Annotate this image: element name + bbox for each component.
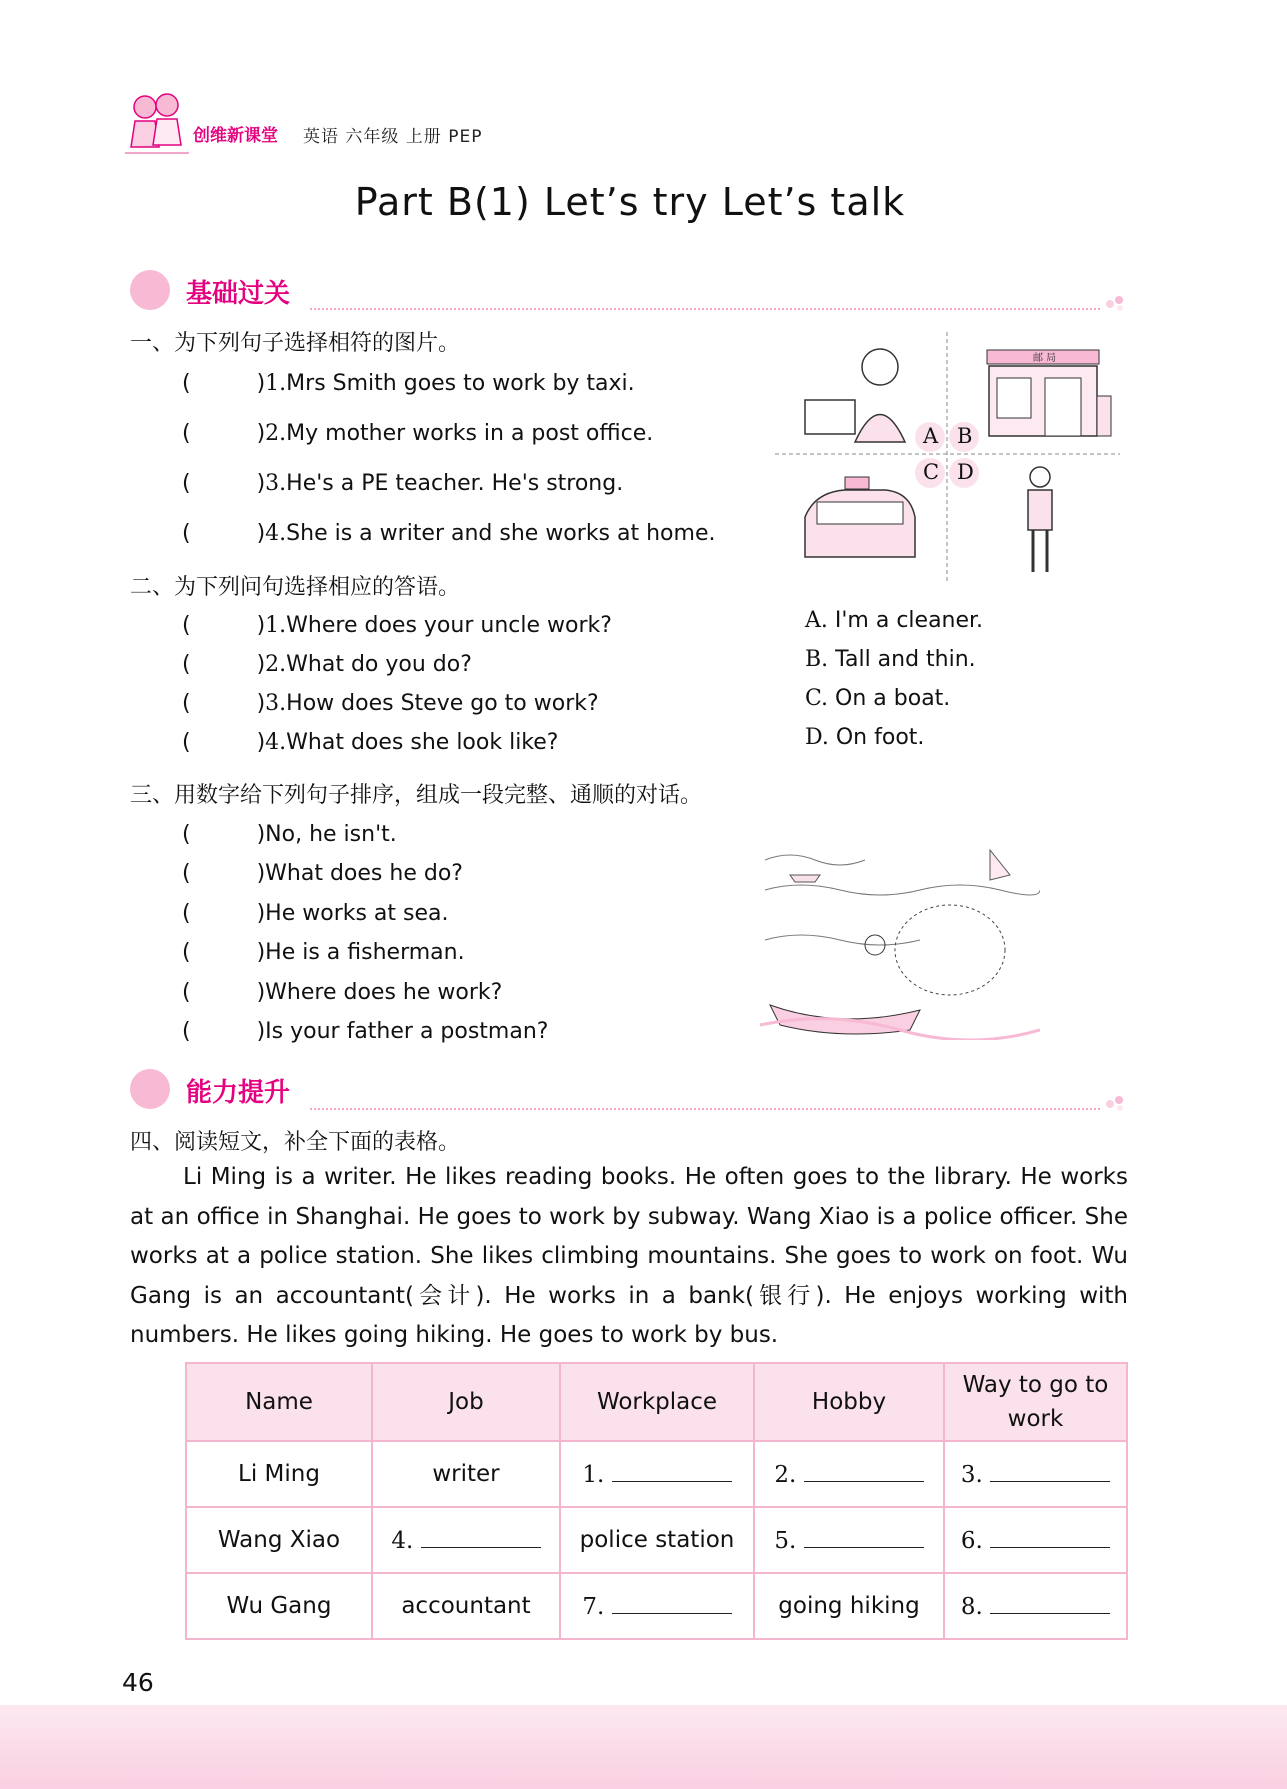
fill-blank-cell[interactable]: 6. xyxy=(944,1507,1127,1573)
col-header-job: Job xyxy=(372,1363,560,1441)
info-table xyxy=(185,1362,1128,1640)
q2-item-4: ( )4.What does she look like? xyxy=(182,730,559,755)
figure-label-a: A xyxy=(923,424,939,448)
q2-option-b: B. Tall and thin. xyxy=(805,647,976,672)
q2-heading: 二、为下列问句选择相应的答语。 xyxy=(130,575,461,600)
figure-label-c: C xyxy=(923,460,940,484)
q3-item-1: ( )No, he isn't. xyxy=(182,822,397,847)
q4-heading: 四、阅读短文，补全下面的表格。 xyxy=(130,1130,461,1155)
post-office-sign: 邮 局 xyxy=(1033,353,1057,364)
col-header-workplace: Workplace xyxy=(560,1363,754,1441)
answer-blank[interactable]: ( ) xyxy=(182,421,266,446)
q3-item-4: ( )He is a fisherman. xyxy=(182,940,465,965)
fill-blank-cell[interactable]: 5. xyxy=(754,1507,944,1573)
q1-heading: 一、为下列句子选择相符的图片。 xyxy=(130,331,461,356)
q3-item-5: ( )Where does he work? xyxy=(182,980,503,1005)
order-blank[interactable]: ( ) xyxy=(182,901,266,926)
fill-blank-cell[interactable]: 8. xyxy=(944,1573,1127,1639)
fill-blank-cell[interactable]: 7. xyxy=(560,1573,754,1639)
q3-item-3: ( )He works at sea. xyxy=(182,901,449,926)
table-row: Li Ming writer 1. 2. 3. xyxy=(186,1441,1127,1507)
table-row: Wang Xiao 4. police station 5. 6. xyxy=(186,1507,1127,1573)
section-basic-title: 基础过关 xyxy=(186,279,291,309)
col-header-name: Name xyxy=(186,1363,372,1441)
answer-blank[interactable]: ( ) xyxy=(182,613,266,638)
answer-blank[interactable]: ( ) xyxy=(182,652,266,677)
q1-item-1: ( )1.Mrs Smith goes to work by taxi. xyxy=(182,371,635,396)
answer-blank[interactable]: ( ) xyxy=(182,730,266,755)
order-blank[interactable]: ( ) xyxy=(182,861,266,886)
q1-item-2: ( )2.My mother works in a post office. xyxy=(182,421,654,446)
order-blank[interactable]: ( ) xyxy=(182,980,266,1005)
fill-blank-cell[interactable]: 3. xyxy=(944,1441,1127,1507)
q2-item-2: ( )2.What do you do? xyxy=(182,652,472,677)
q2-option-c: C. On a boat. xyxy=(805,686,951,711)
col-header-hobby: Hobby xyxy=(754,1363,944,1441)
q3-item-2: ( )What does he do? xyxy=(182,861,463,886)
q3-item-6: ( )Is your father a postman? xyxy=(182,1019,549,1044)
page-number: 46 xyxy=(122,1668,154,1697)
answer-blank[interactable]: ( ) xyxy=(182,691,266,716)
page-header xyxy=(125,85,505,160)
fill-blank-cell[interactable]: 2. xyxy=(754,1441,944,1507)
brand-name: 创维新课堂 xyxy=(193,126,278,146)
page-title: Part B(1) Let’s try Let’s talk xyxy=(354,180,906,224)
job-pictures-icon xyxy=(775,332,1120,582)
flower-dots-icon xyxy=(1104,1092,1128,1112)
q2-item-3: ( )3.How does Steve go to work? xyxy=(182,691,599,716)
answer-blank[interactable]: ( ) xyxy=(182,521,266,546)
kids-logo-icon xyxy=(125,85,189,160)
reading-passage: Li Ming is a writer. He likes reading books. He often goes to the library. He works at an office in Shanghai. He goes to work by subway. Wang Xiao is a police officer. She works at a police station. She likes climbing mountains. She goes to work on foot. Wu Gang is an accountant(会计). He works in a bank(银行). He enjoys working with numbers. He likes going hiking. He goes to work by bus. xyxy=(130,1164,1128,1348)
fisherman-boat-icon xyxy=(760,830,1040,1040)
col-header-way: Way to go to work xyxy=(944,1363,1127,1441)
q2-option-d: D. On foot. xyxy=(805,725,925,750)
section-divider xyxy=(310,1108,1100,1110)
book-meta: 英语 六年级 上册 PEP xyxy=(303,127,483,147)
table-header-row xyxy=(186,1363,1127,1441)
footer-band xyxy=(0,1705,1287,1789)
table-row: Wu Gang accountant 7. going hiking 8. xyxy=(186,1573,1127,1639)
q2-option-a: A. I'm a cleaner. xyxy=(805,608,984,633)
fill-blank-cell[interactable]: 1. xyxy=(560,1441,754,1507)
figure-label-d: D xyxy=(957,460,974,484)
q1-item-3: ( )3.He's a PE teacher. He's strong. xyxy=(182,471,624,496)
flower-dots-icon xyxy=(1104,292,1128,312)
section-divider xyxy=(310,308,1100,310)
student-badge-icon xyxy=(130,1069,170,1109)
q1-figure xyxy=(775,332,1120,582)
q1-item-4: ( )4.She is a writer and she works at home. xyxy=(182,521,716,546)
answer-blank[interactable]: ( ) xyxy=(182,471,266,496)
figure-label-b: B xyxy=(957,424,973,448)
order-blank[interactable]: ( ) xyxy=(182,822,266,847)
student-badge-icon xyxy=(130,270,170,310)
order-blank[interactable]: ( ) xyxy=(182,940,266,965)
answer-blank[interactable]: ( ) xyxy=(182,371,266,396)
q3-heading: 三、用数字给下列句子排序，组成一段完整、通顺的对话。 xyxy=(130,783,703,808)
order-blank[interactable]: ( ) xyxy=(182,1019,266,1044)
q2-item-1: ( )1.Where does your uncle work? xyxy=(182,613,612,638)
section-advanced-title: 能力提升 xyxy=(186,1078,291,1108)
fill-blank-cell[interactable]: 4. xyxy=(372,1507,560,1573)
